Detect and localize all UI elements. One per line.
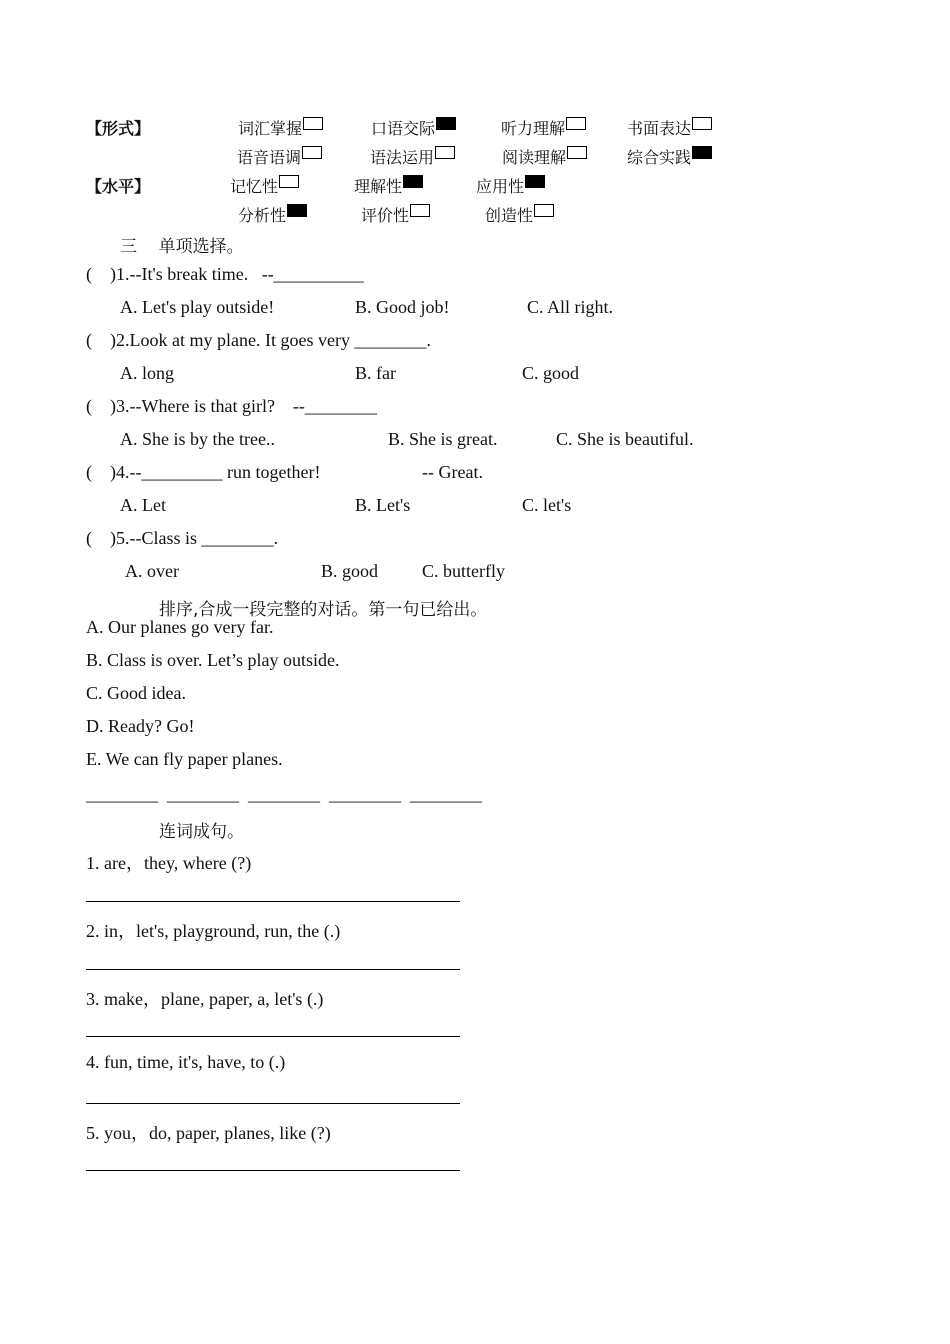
checkbox-empty-icon — [279, 175, 299, 188]
q2-option-c: C. good — [522, 363, 580, 383]
form-item-reading: 阅读理解 — [502, 145, 587, 168]
q1-option-a: A. Let's play outside! — [120, 297, 275, 317]
q5-option-b: B. good — [321, 561, 379, 581]
checkbox-filled-icon — [525, 175, 545, 188]
form-item-practice: 综合实践 — [627, 145, 712, 168]
sentence-item-2: 2. in，let's, playground, run, the (.) — [86, 921, 341, 941]
q2-option-b: B. far — [355, 363, 396, 383]
q4-option-b: B. Let's — [355, 495, 411, 515]
question-4: ( )4.--_________ run together! — [86, 462, 321, 482]
form-item-listening: 听力理解 — [501, 116, 586, 139]
checkbox-empty-icon — [566, 117, 586, 130]
level-item-application: 应用性 — [476, 174, 545, 197]
q3-option-a: A. She is by the tree.. — [120, 429, 275, 449]
sentence-item-5: 5. you，do, paper, planes, like (?) — [86, 1123, 331, 1143]
level-item-creation: 创造性 — [485, 203, 554, 226]
sentence-item-4: 4. fun, time, it's, have, to (.) — [86, 1052, 286, 1072]
checkbox-empty-icon — [692, 117, 712, 130]
q4-option-a: A. Let — [120, 495, 166, 515]
checkbox-filled-icon — [692, 146, 712, 159]
question-2: ( )2.Look at my plane. It goes very ________. — [86, 330, 431, 350]
ordering-item-e: E. We can fly paper planes. — [86, 749, 283, 769]
form-item-writing: 书面表达 — [627, 116, 712, 139]
answer-line-2 — [86, 969, 460, 970]
form-item-vocab: 词汇掌握 — [238, 116, 323, 139]
level-item-understanding: 理解性 — [354, 174, 423, 197]
level-label: 【水平】 — [86, 177, 151, 196]
checkbox-empty-icon — [303, 117, 323, 130]
checkbox-empty-icon — [410, 204, 430, 217]
section-title-sentence-building: 连词成句。 — [159, 822, 244, 842]
question-3: ( )3.--Where is that girl? --________ — [86, 396, 377, 416]
section-title-multiple-choice: 三 单项选择。 — [120, 237, 244, 257]
form-item-grammar: 语法运用 — [370, 145, 455, 168]
q3-option-b: B. She is great. — [388, 429, 498, 449]
answer-line-4 — [86, 1103, 460, 1104]
form-item-pronunciation: 语音语调 — [237, 145, 322, 168]
sentence-item-3: 3. make，plane, paper, a, let's (.) — [86, 989, 324, 1009]
answer-line-1 — [86, 901, 460, 902]
checkbox-empty-icon — [435, 146, 455, 159]
form-item-oral: 口语交际 — [371, 116, 456, 139]
answer-line-5 — [86, 1170, 460, 1171]
checkbox-empty-icon — [302, 146, 322, 159]
checkbox-filled-icon — [436, 117, 456, 130]
question-1: ( )1.--It's break time. --__________ — [86, 264, 364, 284]
checkbox-filled-icon — [403, 175, 423, 188]
section-title-ordering: 排序,合成一段完整的对话。第一句已给出。 — [159, 600, 488, 620]
checkbox-empty-icon — [534, 204, 554, 217]
q1-option-b: B. Good job! — [355, 297, 450, 317]
question-5: ( )5.--Class is ________. — [86, 528, 278, 548]
level-item-evaluation: 评价性 — [361, 203, 430, 226]
checkbox-empty-icon — [567, 146, 587, 159]
answer-line-3 — [86, 1036, 460, 1037]
sentence-item-1: 1. are，they, where (?) — [86, 853, 252, 873]
ordering-item-c: C. Good idea. — [86, 683, 186, 703]
q1-option-c: C. All right. — [527, 297, 614, 317]
level-item-analysis: 分析性 — [238, 203, 307, 226]
q5-option-a: A. over — [125, 561, 179, 581]
ordering-item-d: D. Ready? Go! — [86, 716, 195, 736]
checkbox-filled-icon — [287, 204, 307, 217]
q4-option-c: C. let's — [522, 495, 572, 515]
q5-option-c: C. butterfly — [422, 561, 505, 581]
level-item-memory: 记忆性 — [230, 174, 299, 197]
q3-option-c: C. She is beautiful. — [556, 429, 694, 449]
question-4-reply: -- Great. — [422, 462, 483, 482]
ordering-item-b: B. Class is over. Let’s play outside. — [86, 650, 340, 670]
ordering-item-a: A. Our planes go very far. — [86, 617, 274, 637]
ordering-answer-blanks: ________ ________ ________ ________ ________ — [86, 784, 482, 804]
q2-option-a: A. long — [120, 363, 174, 383]
form-label: 【形式】 — [86, 119, 151, 138]
